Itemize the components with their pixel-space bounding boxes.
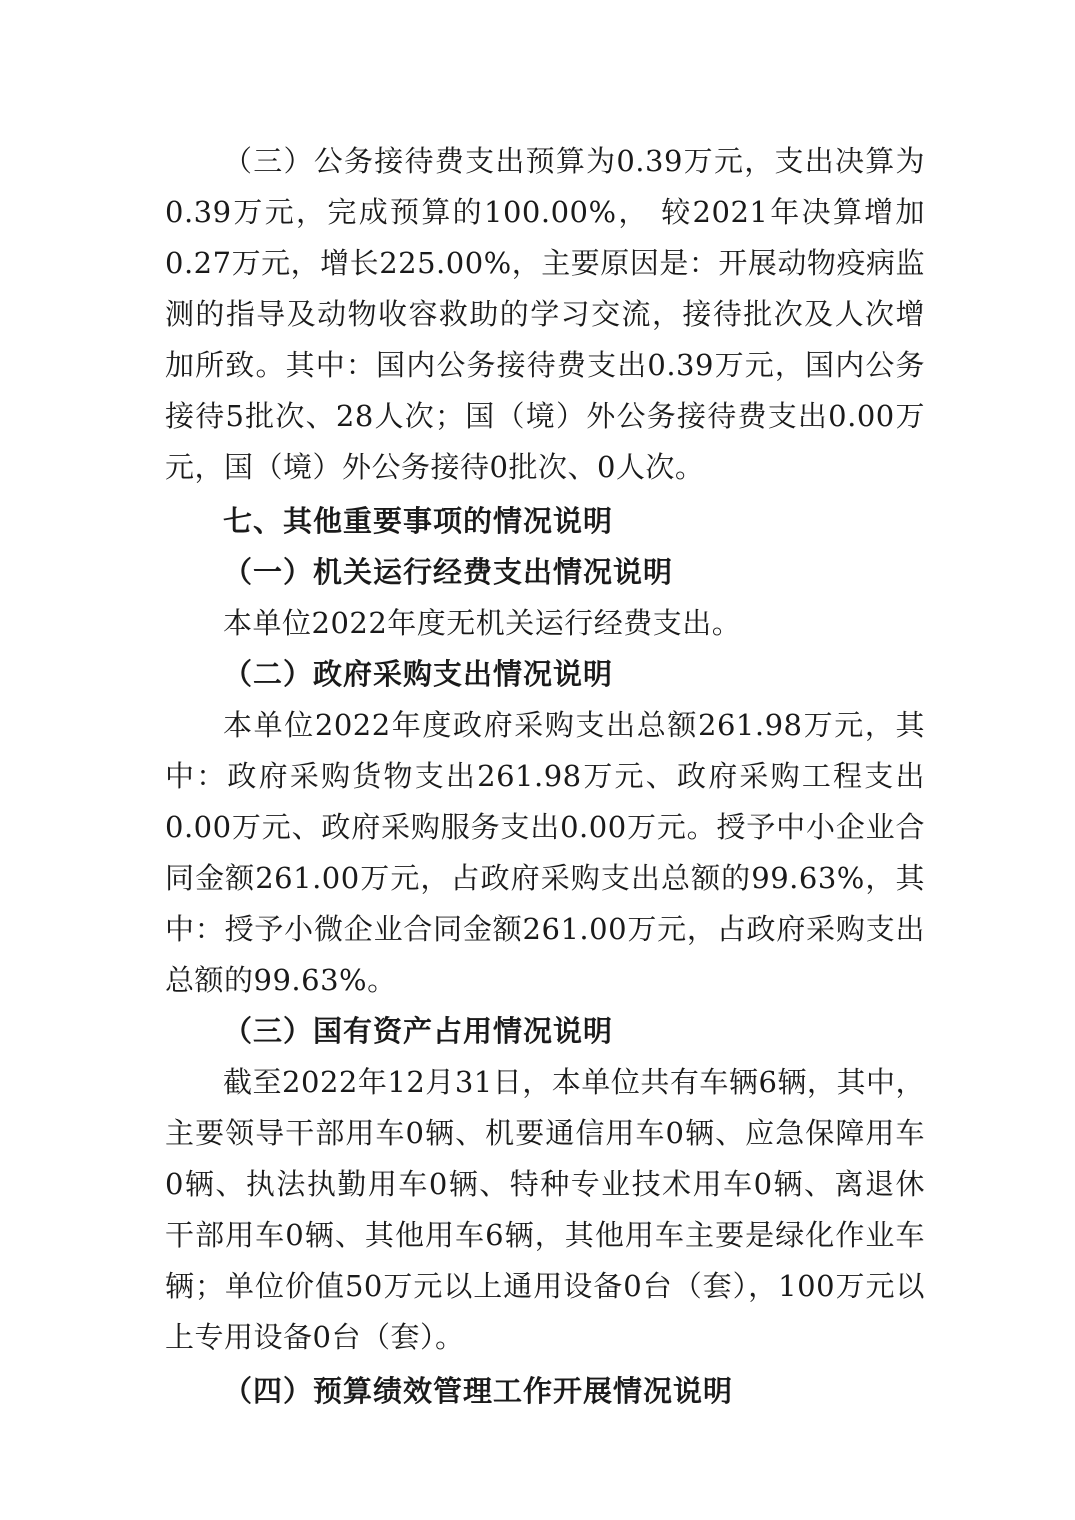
subheading-state-assets: （三）国有资产占用情况说明	[223, 1014, 614, 1048]
paragraph-state-assets: 截至2022年12月31日，本单位共有车辆6辆，其中，主要领导干部用车0辆、机要通信用车0辆、应急保障用车0辆、执法执勤用车0辆、特种专业技术用车0辆、离退休干部用车0辆、其他用车6辆，其他用车主要是绿化作业车辆；单位价值50万元以上通用设备0台（套），100万元以上专用设备0台（套）。	[165, 1065, 925, 1354]
section-heading-other-matters: 七、其他重要事项的情况说明	[223, 504, 614, 538]
subheading-procurement: （二）政府采购支出情况说明	[223, 657, 614, 691]
subheading-performance-management: （四）预算绩效管理工作开展情况说明	[223, 1374, 734, 1408]
paragraph-procurement: 本单位2022年度政府采购支出总额261.98万元，其中：政府采购货物支出261.98万元、政府采购工程支出0.00万元、政府采购服务支出0.00万元。授予中小企业合同金额261.00万元，占政府采购支出总额的99.63%，其中：授予小微企业合同金额261.00万元，占政府采购支出总额的99.63%。	[165, 708, 925, 997]
subheading-operating-expense: （一）机关运行经费支出情况说明	[223, 555, 674, 589]
paragraph-operating-expense: 本单位2022年度无机关运行经费支出。	[223, 606, 742, 640]
paragraph-reception-expense: （三）公务接待费支出预算为0.39万元，支出决算为0.39万元，完成预算的100.00%， 较2021年决算增加0.27万元，增长225.00%，主要原因是：开展动物疫病监测的指导及动物收容救助的学习交流，接待批次及人次增加所致。其中：国内公务接待费支出0.39万元，国内公务接待5批次、28人次；国（境）外公务接待费支出0.00万元，国（境）外公务接待0批次、0人次。	[165, 144, 925, 484]
document-body	[165, 136, 925, 1417]
